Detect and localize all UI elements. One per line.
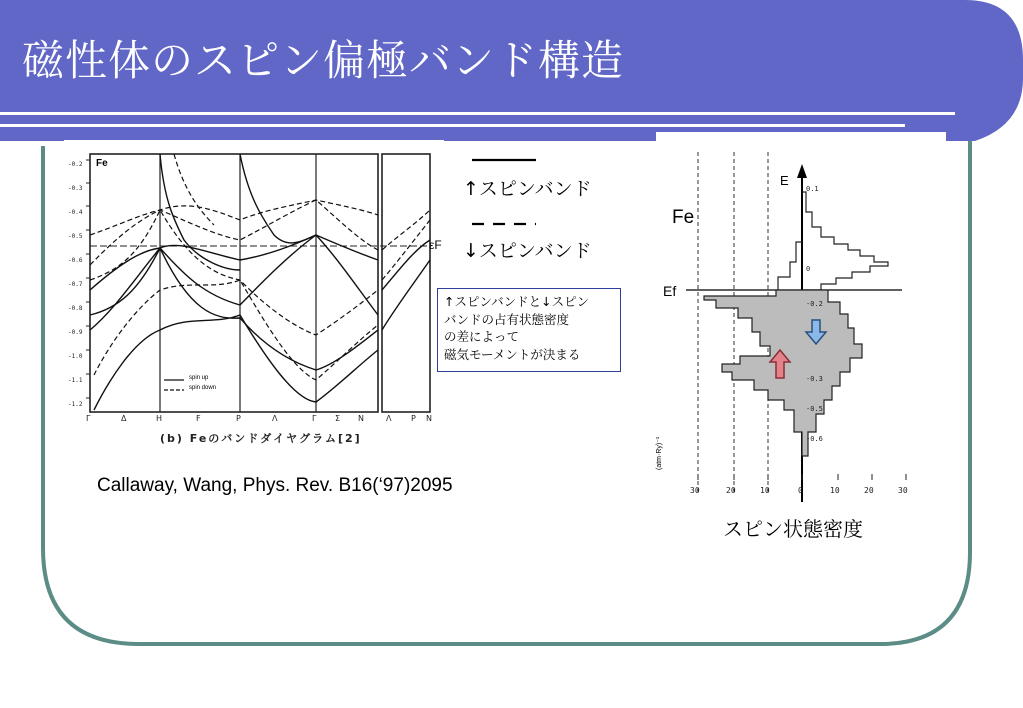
legend-spin-down-text: spin down [189,385,217,391]
y-tick: -0.3 [68,185,83,192]
k-point: Σ [335,414,341,423]
k-point: Γ [86,414,91,423]
legend-down-label: ↓スピンバンド [463,240,592,262]
y-tick: -1.1 [68,377,83,384]
e-tick: 0.1 [806,185,819,193]
k-point: Δ [121,414,127,423]
dos-fermi-label: Ef [663,283,677,299]
callout-line: バンドの占有状態密度 [444,311,570,327]
band-element-label: Fe [96,158,108,169]
band-structure-figure [64,140,444,440]
title-separator-top [0,112,955,115]
k-point: N [426,414,432,423]
y-tick: -0.4 [68,209,83,216]
e-tick: 0 [806,265,811,273]
citation-text: Callaway, Wang, Phys. Rev. B16(‘97)2095 [97,475,453,496]
title-separator-bottom [0,124,905,127]
explanation-callout [437,288,621,372]
k-point: Λ [272,414,278,423]
y-tick: -1.2 [68,401,83,408]
k-point: F [196,414,201,423]
callout-line: 磁気モーメントが決まる [444,346,581,362]
dos-axis-label: (atm·Ry)⁻¹ [656,436,663,470]
k-point: P [411,414,416,423]
slide-title: 磁性体のスピン偏極バンド構造 [22,36,625,85]
e-tick: -0.2 [806,300,823,308]
x-tick: 30 [690,486,700,495]
y-tick: -0.6 [68,257,83,264]
dos-caption: スピン状態密度 [723,517,863,541]
x-tick: 10 [830,486,840,495]
y-tick: -0.7 [68,281,83,288]
dos-figure [656,132,946,507]
band-y-tick-labels [68,153,82,417]
band-fermi-label: εF [429,238,442,252]
e-tick: -0.3 [806,375,823,383]
x-tick: 20 [864,486,874,495]
k-point: N [358,414,364,423]
y-tick: -0.9 [68,329,83,336]
legend-up-label: ↑スピンバンド [463,178,592,200]
k-point: Λ [386,414,392,423]
k-point: P [236,414,241,423]
y-tick: -0.2 [68,161,83,168]
e-tick: -0.6 [806,435,823,443]
dos-energy-label: E [780,173,789,188]
y-tick: -0.5 [68,233,83,240]
callout-line: の差によって [444,329,520,344]
x-tick: 10 [760,486,770,495]
y-tick: -1.0 [68,353,83,360]
callout-line: ↑スピンバンドと↓スピン [444,294,590,309]
band-figure-caption: (b) Feのバンドダイヤグラム[2] [160,432,362,445]
legend-spin-up-text: spin up [189,375,209,381]
x-tick: 20 [726,486,736,495]
x-tick: 30 [898,486,908,495]
e-tick: -0.5 [806,405,823,413]
y-tick: -0.8 [68,305,83,312]
k-point: Γ [312,414,317,423]
x-tick: 0 [798,486,803,495]
k-point: H [156,414,163,423]
dos-element-label: Fe [672,207,695,228]
